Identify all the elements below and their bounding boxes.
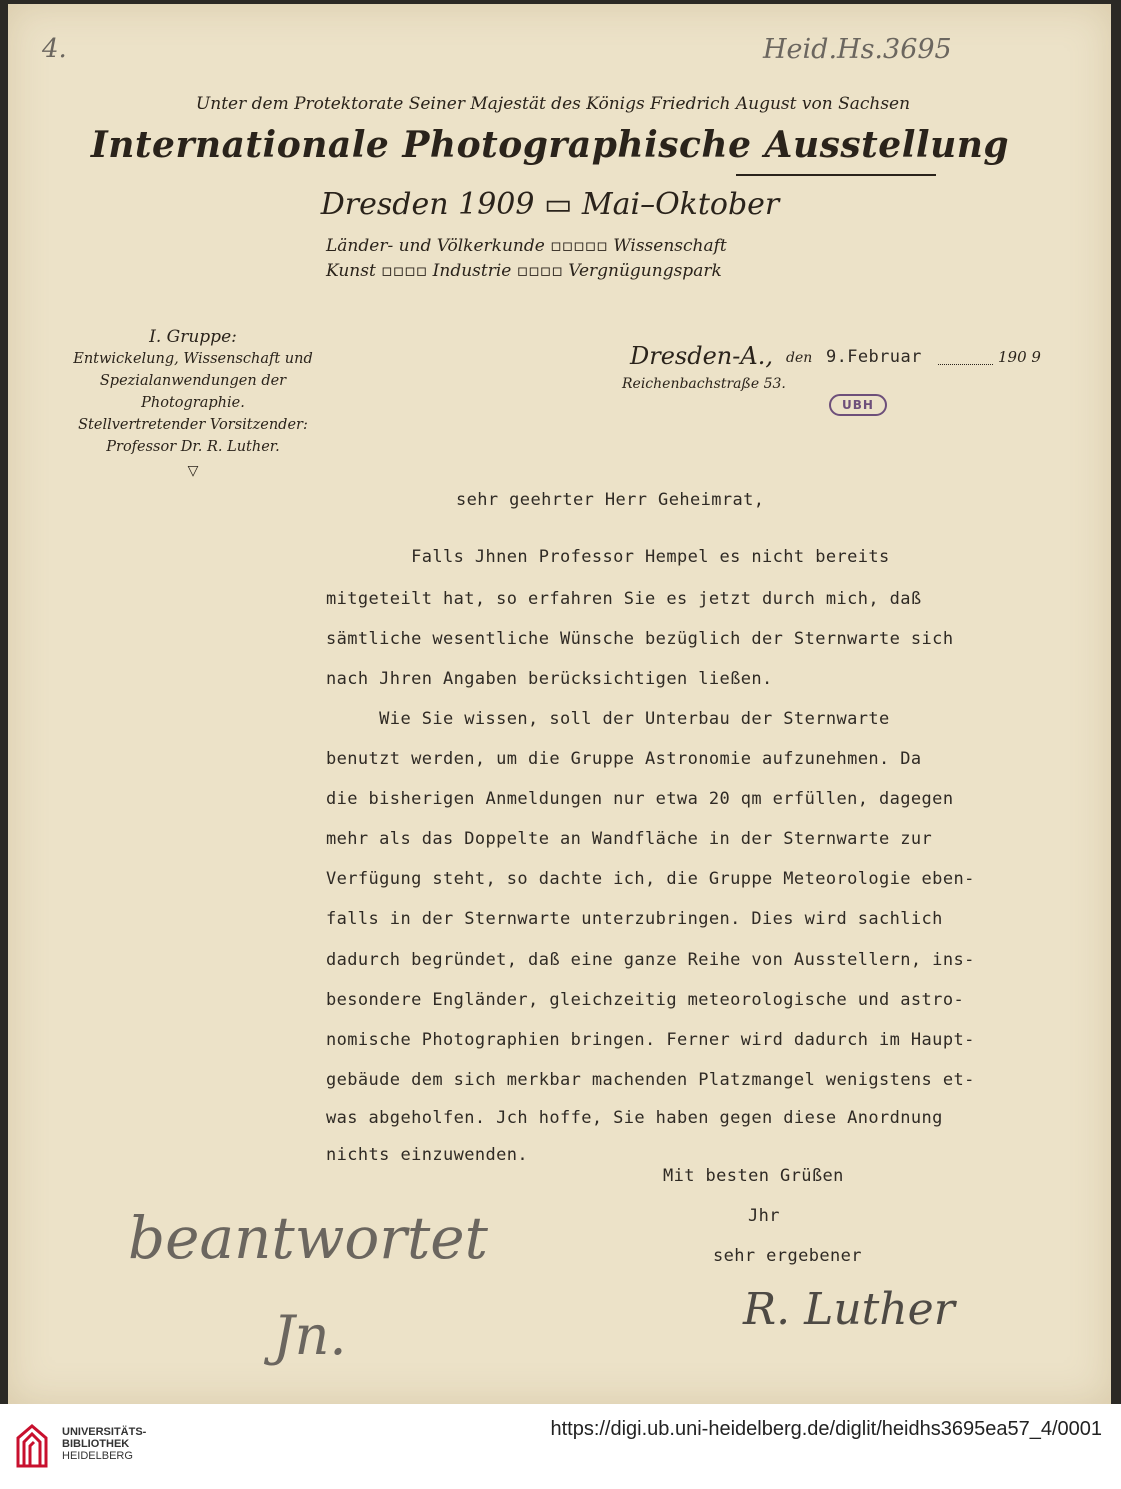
library-stamp: UBH xyxy=(829,394,887,416)
library-logo-icon xyxy=(14,1420,54,1470)
closing: Mit besten Grüßen xyxy=(663,1166,844,1186)
closing-ergebener: sehr ergebener xyxy=(713,1246,862,1266)
dateline-street: Reichenbachstraße 53. xyxy=(622,376,786,392)
letterhead-protector: Unter dem Protektorate Seiner Majestät des Königs Friedrich August von Sachsen xyxy=(195,94,911,114)
letter-line: gebäude dem sich merkbar machenden Platzmangel wenigstens et- xyxy=(326,1070,975,1090)
letter-line: nomische Photographien bringen. Ferner wird dadurch im Haupt- xyxy=(326,1030,975,1050)
letter-line: die bisherigen Anmeldungen nur etwa 20 qm erfüllen, dagegen xyxy=(326,789,954,809)
letter-line: besondere Engländer, gleichzeitig meteorologische und astro- xyxy=(326,990,965,1010)
group-line: Professor Dr. R. Luther. xyxy=(106,439,280,455)
letter-line: Falls Jhnen Professor Hempel es nicht bereits xyxy=(326,547,890,567)
letterhead-categories-1: Länder- und Völkerkunde ▫▫▫▫▫ Wissenschaft xyxy=(326,236,727,256)
group-title: I. Gruppe: xyxy=(149,327,237,347)
dateline-place: Dresden-A., xyxy=(630,342,773,370)
library-name-line: UNIVERSITÄTS- xyxy=(62,1426,147,1438)
dateline-year: 190 9 xyxy=(998,348,1041,366)
viewer-footer xyxy=(0,1404,1121,1489)
title-underline xyxy=(736,174,936,176)
letter-line: mitgeteilt hat, so erfahren Sie es jetzt durch mich, daß xyxy=(326,589,922,609)
group-line: Entwickelung, Wissenschaft und xyxy=(73,351,313,367)
library-name-line: HEIDELBERG xyxy=(62,1450,133,1462)
shelfmark: Heid.Hs.3695 xyxy=(763,34,952,65)
letterhead-title: Internationale Photographische Ausstellung xyxy=(90,124,1010,166)
letterhead-city-date: Dresden 1909 ▭ Mai–Oktober xyxy=(320,187,780,222)
letterhead-categories-2: Kunst ▫▫▫▫ Industrie ▫▫▫▫ Vergnügungspark xyxy=(326,261,722,281)
signature: R. Luther xyxy=(743,1284,955,1335)
library-name xyxy=(62,1426,146,1462)
letter-line: Wie Sie wissen, soll der Unterbau der Sternwarte xyxy=(326,709,890,729)
closing-jhr: Jhr xyxy=(748,1206,780,1226)
dateline-day: 9.Februar xyxy=(826,347,922,367)
letter-line: nichts einzuwenden. xyxy=(326,1145,529,1165)
group-line: Spezialanwendungen der xyxy=(99,373,287,389)
triangle-icon: ▽ xyxy=(187,463,199,479)
dateline-dots xyxy=(938,364,993,365)
permalink-url[interactable]: https://digi.ub.uni-heidelberg.de/diglit/heidhs3695ea57_4/0001 xyxy=(550,1418,1102,1440)
group-block xyxy=(68,326,318,482)
group-line: Stellvertretender Vorsitzender: xyxy=(78,417,308,433)
letter-line: mehr als das Doppelte an Wandfläche in der Sternwarte zur xyxy=(326,829,933,849)
handwritten-annotation: beantwortet xyxy=(128,1204,488,1272)
dateline-prefix: den xyxy=(786,350,813,366)
library-name-line: BIBLIOTHEK xyxy=(62,1438,130,1450)
letter-line: was abgeholfen. Jch hoffe, Sie haben gegen diese Anordnung xyxy=(326,1108,943,1128)
salutation: sehr geehrter Herr Geheimrat, xyxy=(456,490,765,510)
letter-line: Verfügung steht, so dachte ich, die Gruppe Meteorologie eben- xyxy=(326,869,975,889)
letter-line: sämtliche wesentliche Wünsche bezüglich der Sternwarte sich xyxy=(326,629,954,649)
letter-line: benutzt werden, um die Gruppe Astronomie aufzunehmen. Da xyxy=(326,749,922,769)
group-line: Photographie. xyxy=(141,395,245,411)
letter-line: dadurch begründet, daß eine ganze Reihe von Ausstellern, ins- xyxy=(326,950,975,970)
letter-page xyxy=(8,4,1111,1404)
letter-line: falls in der Sternwarte unterzubringen. Dies wird sachlich xyxy=(326,909,943,929)
letter-line: nach Jhren Angaben berücksichtigen ließen. xyxy=(326,669,773,689)
archive-number: 4. xyxy=(42,34,67,64)
handwritten-initials: Jn. xyxy=(273,1304,347,1367)
